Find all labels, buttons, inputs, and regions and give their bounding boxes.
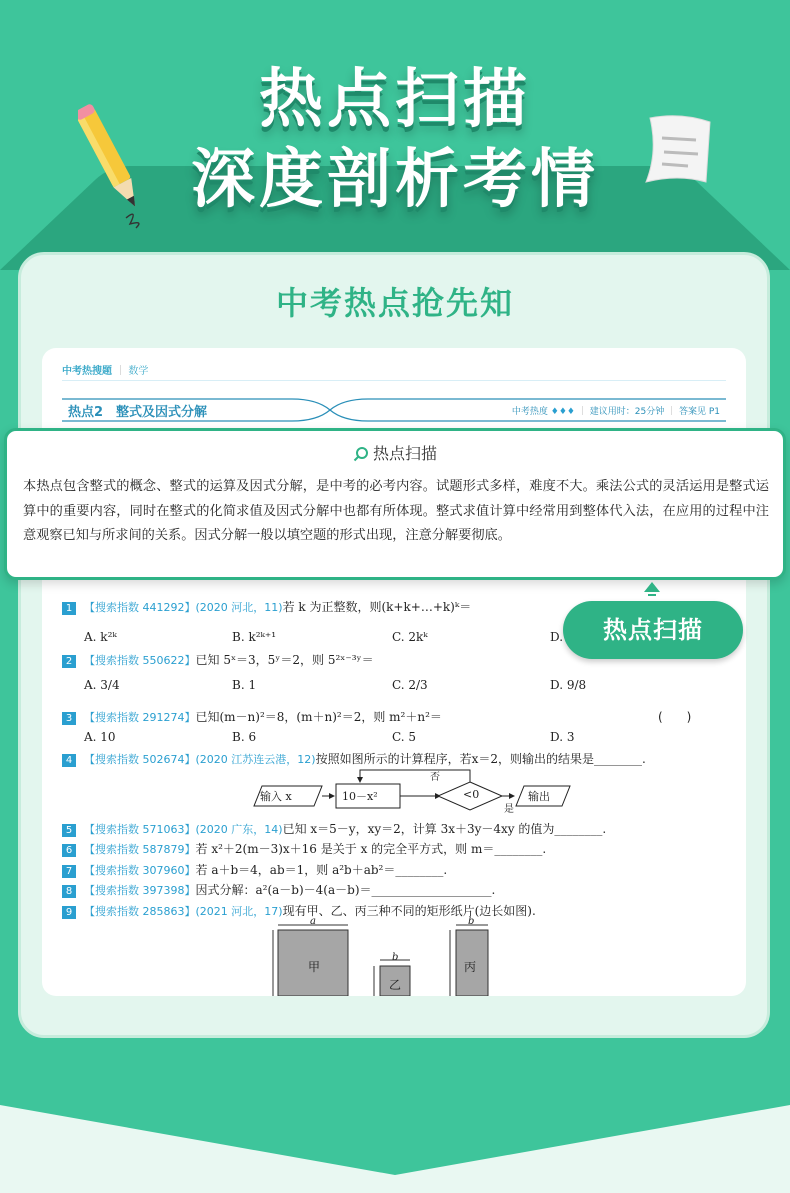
side-b-label: b	[392, 952, 399, 963]
doc-header: 中考热搜题 ｜ 数学	[62, 366, 149, 377]
question-8: 8 【搜索指数 397398】因式分解：a²(a－b)－4(a－b)＝____________________.	[62, 881, 495, 898]
doc-brand: 中考热搜题	[62, 366, 112, 377]
question-1: 1 【搜索指数 441292】(2020 河北，11)若 k 为正整数，则(k+k+…+k)ᵏ＝	[62, 598, 471, 615]
flow-input: 输入 x	[260, 790, 292, 803]
doc-subject: 数学	[128, 366, 149, 377]
option: C. 2kᵏ	[392, 630, 428, 644]
flow-diagram	[252, 766, 572, 818]
option: C. 5	[392, 730, 417, 744]
question-5: 5 【搜索指数 571063】(2020 广东，14)已知 x＝5－y，xy＝2，计算 3x＋3y－4xy 的值为________.	[62, 820, 606, 837]
shape-yi-label: 乙	[389, 978, 402, 992]
option: A. k²ᵏ	[84, 630, 117, 644]
hotspot-scan-button[interactable]: 热点扫描	[563, 601, 743, 659]
answer-label: 答案见 P1	[678, 407, 720, 417]
headline-line2: 深度剖析考情	[191, 143, 599, 217]
option: C. 2/3	[392, 678, 428, 692]
flow-output: 输出	[528, 790, 550, 803]
popup-title	[7, 441, 783, 464]
option: D.	[550, 630, 564, 644]
question-7: 7 【搜索指数 307960】若 a＋b＝4，ab＝1，则 a²b＋ab²＝________.	[62, 861, 447, 878]
shape-bing-label: 丙	[464, 960, 477, 974]
flow-calc: 10－x²	[342, 790, 378, 803]
option: A. 10	[84, 730, 116, 744]
pointer-arrow-icon	[642, 580, 662, 600]
bottom-wave	[0, 1105, 790, 1193]
heat-label: 中考热度	[511, 407, 548, 417]
option: D. 9/8	[550, 678, 587, 692]
question-9: 9 【搜索指数 285863】(2021 河北，17)现有甲、乙、丙三种不同的矩形纸片(边长如图).	[62, 902, 536, 919]
option: B. 6	[232, 730, 257, 744]
option: B. 1	[232, 678, 257, 692]
section-bar	[62, 398, 726, 422]
flame-icon: ♦♦♦	[550, 407, 575, 417]
popup-body: 本热点包含整式的概念、整式的运算及因式分解，是中考的必考内容。试题形式多样，难度不大。乘法公式的灵活运用是整式运算中的重要内容，同时在整式的化简求值及因式分解中也都有所体现。整式求值计算中经常用到整体代入法，在应用的过程中注意观察已知与所求间的关系。因式分解一般以填空题的形式出现，注意分解要彻底。	[23, 479, 769, 543]
doc-divider	[62, 380, 726, 381]
answer-paren: ( )	[658, 710, 692, 724]
panel-title: 中考热点抢先知	[275, 284, 514, 322]
option: A. 3/4	[84, 678, 120, 692]
popup-title-text: 热点扫描	[372, 444, 437, 463]
shape-jia-label: 甲	[308, 960, 321, 974]
section-meta: 中考热度 ♦♦♦ ｜ 建议用时：25分钟 ｜ 答案见 P1	[511, 407, 720, 417]
search-icon	[353, 446, 369, 462]
side-a-label: a	[310, 916, 316, 927]
question-2: 2 【搜索指数 550622】已知 5ˣ＝3，5ʸ＝2，则 5²ˣ⁻³ʸ＝	[62, 651, 374, 668]
section-title: 热点2 整式及因式分解	[68, 405, 208, 420]
question-3: 3 【搜索指数 291274】已知(m－n)²＝8，(m＋n)²＝2，则 m²＋n²＝	[62, 708, 442, 725]
flow-no: 否	[430, 772, 440, 783]
flow-yes: 是	[504, 804, 514, 815]
option: D. 3	[550, 730, 575, 744]
hotspot-popup	[4, 428, 786, 580]
time-label: 建议用时：25分钟	[589, 407, 665, 417]
headline-line1: 热点扫描	[259, 63, 531, 137]
question-6: 6 【搜索指数 587879】若 x²＋2(m－3)x＋16 是关于 x 的完全平方式，则 m＝________.	[62, 840, 546, 857]
option: B. k²ᵏ⁺¹	[232, 630, 277, 644]
question-4: 4 【搜索指数 502674】(2020 江苏连云港，12)按照如图所示的计算程序，若x＝2，则输出的结果是________.	[62, 750, 646, 767]
flow-condition: <0	[463, 788, 480, 801]
side-b-label: b	[468, 916, 475, 927]
